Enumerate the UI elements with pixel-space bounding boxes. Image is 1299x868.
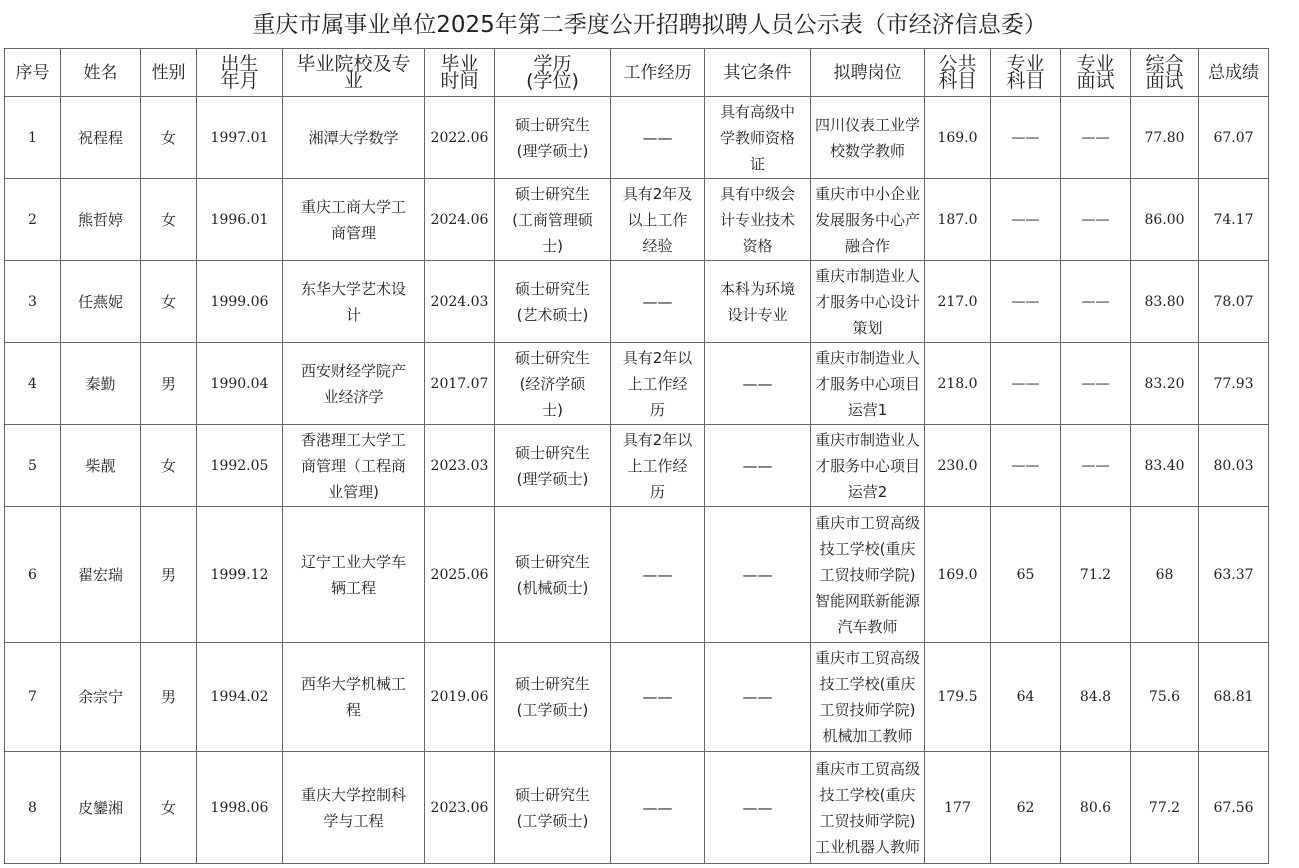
cell-interview: 80.6 (1061, 752, 1131, 864)
cell-work: —— (611, 261, 705, 343)
cell-birth: 1998.06 (197, 752, 283, 864)
cell-comp: 75.6 (1131, 643, 1199, 752)
cell-public: 169.0 (925, 97, 991, 179)
table-row (5, 261, 1269, 343)
cell-public: 217.0 (925, 261, 991, 343)
cell-comp: 83.80 (1131, 261, 1199, 343)
cell-no: 4 (5, 343, 61, 425)
cell-public: 230.0 (925, 425, 991, 507)
column-header-prof: 专业 科目 (991, 49, 1061, 97)
column-header-interview: 专业 面试 (1061, 49, 1131, 97)
column-header-public: 公共 科目 (925, 49, 991, 97)
cell-edu: 硕士研究生 (理学硕士) (495, 97, 611, 179)
cell-birth: 1994.02 (197, 643, 283, 752)
cell-gender: 男 (141, 643, 197, 752)
cell-no: 2 (5, 179, 61, 261)
cell-name: 祝程程 (61, 97, 141, 179)
page-title: 重庆市属事业单位2025年第二季度公开招聘拟聘人员公示表（市经济信息委） (252, 12, 1047, 38)
cell-interview: —— (1061, 425, 1131, 507)
cell-interview: —— (1061, 261, 1131, 343)
cell-work: 具有2年及 以上工作 经验 (611, 179, 705, 261)
recruitment-table (4, 48, 1269, 864)
cell-other: —— (705, 507, 811, 643)
cell-grad: 2024.03 (425, 261, 495, 343)
cell-public: 177 (925, 752, 991, 864)
cell-no: 6 (5, 507, 61, 643)
cell-other: —— (705, 425, 811, 507)
cell-other: —— (705, 343, 811, 425)
table-row (5, 343, 1269, 425)
cell-gender: 男 (141, 507, 197, 643)
cell-edu: 硕士研究生 (工商管理硕 士) (495, 179, 611, 261)
column-header-total: 总成绩 (1199, 49, 1269, 97)
table-row (5, 643, 1269, 752)
cell-interview: —— (1061, 179, 1131, 261)
cell-no: 3 (5, 261, 61, 343)
cell-birth: 1996.01 (197, 179, 283, 261)
cell-post: 重庆市制造业人 才服务中心设计 策划 (811, 261, 925, 343)
column-header-name: 姓名 (61, 49, 141, 97)
cell-name: 任燕妮 (61, 261, 141, 343)
cell-public: 169.0 (925, 507, 991, 643)
cell-grad: 2023.03 (425, 425, 495, 507)
cell-birth: 1999.06 (197, 261, 283, 343)
cell-other: 本科为环境 设计专业 (705, 261, 811, 343)
cell-no: 5 (5, 425, 61, 507)
cell-grad: 2024.06 (425, 179, 495, 261)
cell-other: —— (705, 752, 811, 864)
cell-post: 重庆市工贸高级 技工学校(重庆 工贸技师学院) 智能网联新能源 汽车教师 (811, 507, 925, 643)
cell-interview: 84.8 (1061, 643, 1131, 752)
cell-no: 7 (5, 643, 61, 752)
cell-post: 重庆市中小企业 发展服务中心产 融合作 (811, 179, 925, 261)
cell-prof: —— (991, 261, 1061, 343)
cell-other: —— (705, 643, 811, 752)
column-header-grad: 毕业 时间 (425, 49, 495, 97)
cell-comp: 83.40 (1131, 425, 1199, 507)
cell-comp: 68 (1131, 507, 1199, 643)
cell-grad: 2019.06 (425, 643, 495, 752)
cell-gender: 女 (141, 97, 197, 179)
cell-school: 香港理工大学工 商管理（工程商 业管理) (283, 425, 425, 507)
cell-interview: 71.2 (1061, 507, 1131, 643)
cell-name: 翟宏瑞 (61, 507, 141, 643)
cell-post: 四川仪表工业学 校数学教师 (811, 97, 925, 179)
table-row (5, 425, 1269, 507)
cell-edu: 硕士研究生 (经济学硕 士) (495, 343, 611, 425)
cell-birth: 1999.12 (197, 507, 283, 643)
cell-school: 重庆大学控制科 学与工程 (283, 752, 425, 864)
cell-total: 77.93 (1199, 343, 1269, 425)
cell-prof: 64 (991, 643, 1061, 752)
cell-prof: —— (991, 179, 1061, 261)
cell-work: —— (611, 643, 705, 752)
cell-school: 东华大学艺术设 计 (283, 261, 425, 343)
cell-gender: 女 (141, 261, 197, 343)
cell-no: 8 (5, 752, 61, 864)
cell-prof: —— (991, 425, 1061, 507)
cell-total: 78.07 (1199, 261, 1269, 343)
cell-post: 重庆市工贸高级 技工学校(重庆 工贸技师学院) 机械加工教师 (811, 643, 925, 752)
cell-comp: 77.80 (1131, 97, 1199, 179)
column-header-gender: 性别 (141, 49, 197, 97)
cell-interview: —— (1061, 343, 1131, 425)
cell-prof: 65 (991, 507, 1061, 643)
cell-comp: 83.20 (1131, 343, 1199, 425)
cell-prof: —— (991, 343, 1061, 425)
cell-total: 67.56 (1199, 752, 1269, 864)
cell-public: 218.0 (925, 343, 991, 425)
cell-school: 湘潭大学数学 (283, 97, 425, 179)
cell-name: 秦勤 (61, 343, 141, 425)
cell-work: —— (611, 752, 705, 864)
table-row (5, 97, 1269, 179)
cell-grad: 2017.07 (425, 343, 495, 425)
cell-work: —— (611, 97, 705, 179)
cell-gender: 女 (141, 752, 197, 864)
cell-work: 具有2年以 上工作经 历 (611, 425, 705, 507)
cell-other: 具有中级会 计专业技术 资格 (705, 179, 811, 261)
cell-name: 柴靓 (61, 425, 141, 507)
cell-total: 63.37 (1199, 507, 1269, 643)
cell-post: 重庆市制造业人 才服务中心项目 运营2 (811, 425, 925, 507)
cell-public: 179.5 (925, 643, 991, 752)
cell-edu: 硕士研究生 (艺术硕士) (495, 261, 611, 343)
cell-school: 重庆工商大学工 商管理 (283, 179, 425, 261)
cell-gender: 女 (141, 179, 197, 261)
cell-gender: 女 (141, 425, 197, 507)
table-row (5, 179, 1269, 261)
table-row (5, 507, 1269, 643)
cell-other: 具有高级中 学教师资格 证 (705, 97, 811, 179)
column-header-no: 序号 (5, 49, 61, 97)
cell-interview: —— (1061, 97, 1131, 179)
cell-no: 1 (5, 97, 61, 179)
column-header-birth: 出生 年月 (197, 49, 283, 97)
cell-grad: 2025.06 (425, 507, 495, 643)
cell-comp: 77.2 (1131, 752, 1199, 864)
cell-school: 辽宁工业大学车 辆工程 (283, 507, 425, 643)
cell-edu: 硕士研究生 (理学硕士) (495, 425, 611, 507)
cell-total: 80.03 (1199, 425, 1269, 507)
cell-prof: —— (991, 97, 1061, 179)
cell-work: —— (611, 507, 705, 643)
cell-birth: 1997.01 (197, 97, 283, 179)
cell-birth: 1992.05 (197, 425, 283, 507)
column-header-edu: 学历 (学位) (495, 49, 611, 97)
cell-edu: 硕士研究生 (机械硕士) (495, 507, 611, 643)
cell-work: 具有2年以 上工作经 历 (611, 343, 705, 425)
cell-post: 重庆市工贸高级 技工学校(重庆 工贸技师学院) 工业机器人教师 (811, 752, 925, 864)
cell-public: 187.0 (925, 179, 991, 261)
cell-name: 熊哲婷 (61, 179, 141, 261)
cell-name: 皮鑾湘 (61, 752, 141, 864)
cell-total: 68.81 (1199, 643, 1269, 752)
cell-total: 74.17 (1199, 179, 1269, 261)
table-row (5, 752, 1269, 864)
column-header-other: 其它条件 (705, 49, 811, 97)
cell-grad: 2022.06 (425, 97, 495, 179)
column-header-work: 工作经历 (611, 49, 705, 97)
cell-name: 余宗宁 (61, 643, 141, 752)
cell-school: 西安财经学院产 业经济学 (283, 343, 425, 425)
table-header-row (5, 49, 1269, 97)
cell-school: 西华大学机械工 程 (283, 643, 425, 752)
cell-edu: 硕士研究生 (工学硕士) (495, 643, 611, 752)
cell-comp: 86.00 (1131, 179, 1199, 261)
cell-birth: 1990.04 (197, 343, 283, 425)
cell-grad: 2023.06 (425, 752, 495, 864)
cell-gender: 男 (141, 343, 197, 425)
cell-prof: 62 (991, 752, 1061, 864)
cell-edu: 硕士研究生 (工学硕士) (495, 752, 611, 864)
cell-total: 67.07 (1199, 97, 1269, 179)
column-header-comp: 综合 面试 (1131, 49, 1199, 97)
column-header-post: 拟聘岗位 (811, 49, 925, 97)
column-header-school: 毕业院校及专 业 (283, 49, 425, 97)
cell-post: 重庆市制造业人 才服务中心项目 运营1 (811, 343, 925, 425)
